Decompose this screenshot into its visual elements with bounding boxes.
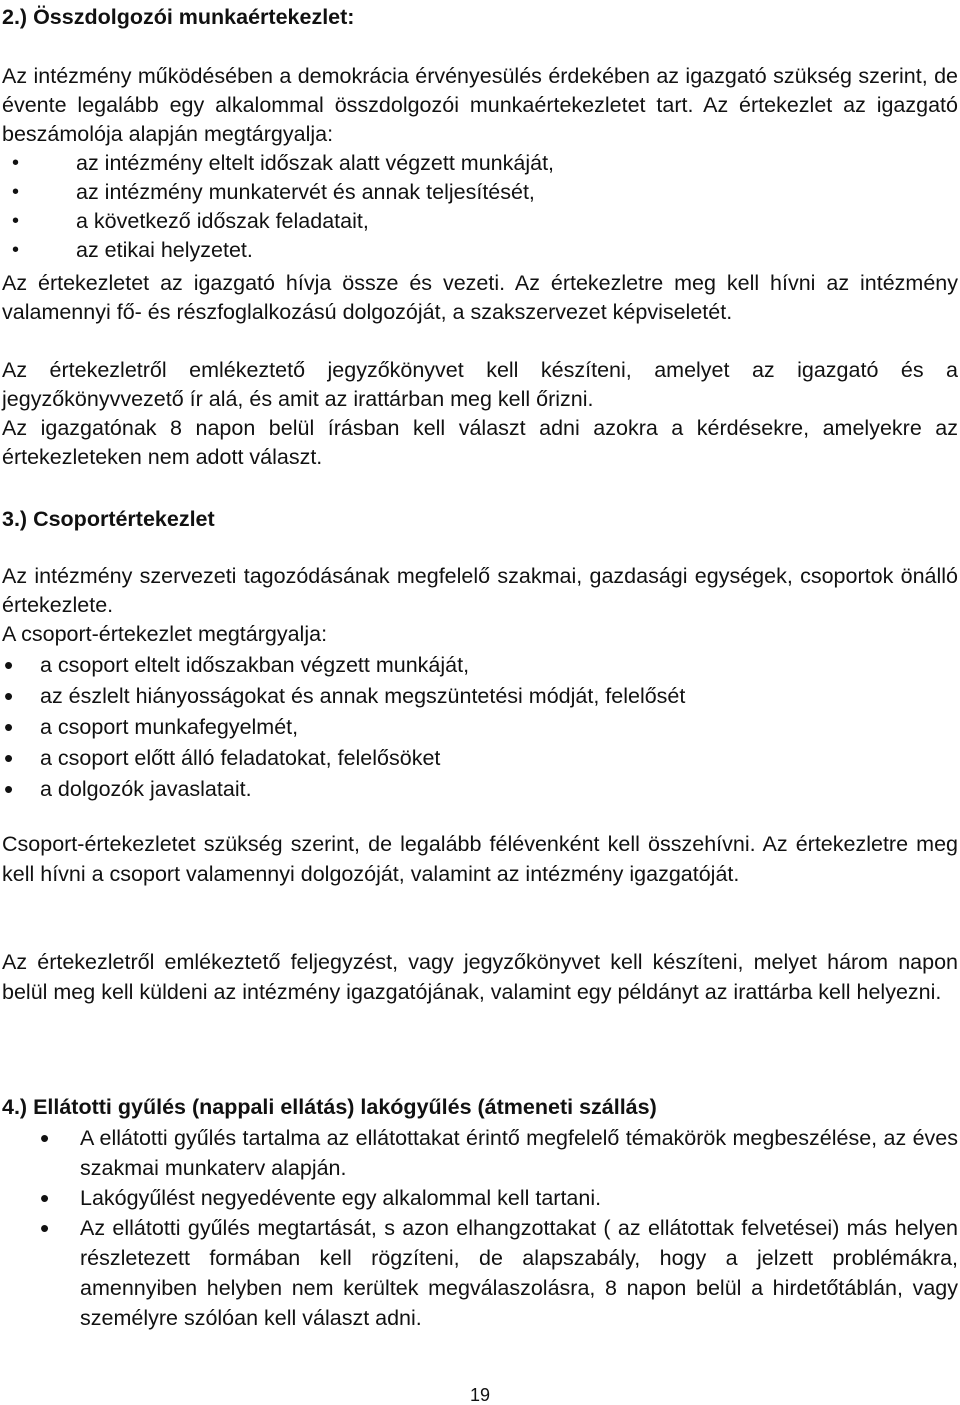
list-item: • a csoport munkafegyelmét,: [2, 712, 922, 743]
section-4-bullet-list: [2, 1123, 958, 1333]
page-number: 19: [469, 1385, 491, 1405]
list-item: • Az ellátotti gyűlés megtartását, s azon elhangzottakat ( az ellátottak felvetései) más helyen részletezett formában kell rögzíteni, de alapszabály, hogy a jelzett problémákra, amennyiben helyben nem kerültek megválaszolásra, 8 napon belül a hirdetőtáblán, vagy személyre szólóan kell választ adni.: [2, 1213, 958, 1333]
paragraph-sentence: Az értekezletre meg kell hívni az intézmény valamennyi fő- és részfoglalkozású dolgozóját, a szakszervezet képviseletét.: [2, 271, 958, 324]
section-2-bullet-list: [2, 149, 902, 265]
list-item: • a dolgozók javaslatait.: [2, 774, 922, 805]
section-4-heading: 4.) Ellátotti gyűlés (nappali ellátás) lakógyűlés (átmeneti szállás): [2, 1095, 657, 1119]
section-3-paragraph-1: Az intézmény szervezeti tagozódásának megfelelő szakmai, gazdasági egységek, csoportok önálló értekezlete.: [2, 564, 958, 617]
section-2-paragraph-2: Az értekezletről emlékeztető jegyzőkönyvet kell készíteni, amelyet az igazgató és a jegyzőkönyvvezető ír alá, és amit az irattárban meg kell őrizni.: [2, 358, 958, 411]
section-3-heading: 3.) Csoportértekezlet: [2, 507, 215, 531]
section-3-bullet-list: [2, 650, 922, 805]
list-item: • a csoport előtt álló feladatokat, felelősöket: [2, 743, 922, 774]
section-2-intro: Az intézmény működésében a demokrácia érvényesülés érdekében az igazgató szükség szerint, de évente legalább egy alkalommal összdolgozói munkaértekezletet tart. Az értekezlet az igazgató beszámolója alapján megtárgyalja:: [2, 64, 958, 146]
list-item: • a következő időszak feladatait,: [2, 207, 902, 236]
list-item: • az észlelt hiányosságokat és annak megszüntetési módját, felelősét: [2, 681, 922, 712]
list-item: • az etikai helyzetet.: [2, 236, 902, 265]
section-2-paragraph-1: [2, 269, 958, 327]
paragraph-sentence: Az értekezletet az igazgató hívja össze és vezeti.: [2, 271, 506, 295]
list-item: • a csoport eltelt időszakban végzett munkáját,: [2, 650, 922, 681]
section-2-heading: 2.) Összdolgozói munkaértekezlet:: [2, 5, 355, 29]
section-3-paragraph-4: Az értekezletről emlékeztető feljegyzést, vagy jegyzőkönyvet kell készíteni, melyet három napon belül meg kell küldeni az intézmény igazgatójának, valamint egy példányt az irattárba kell helyezni.: [2, 950, 958, 1004]
list-item: • az intézmény eltelt időszak alatt végzett munkáját,: [2, 149, 902, 178]
list-item: • Lakógyűlést negyedévente egy alkalommal kell tartani.: [2, 1183, 958, 1213]
list-item: • A ellátotti gyűlés tartalma az ellátottakat érintő megfelelő témakörök megbeszélése, az éves szakmai munkaterv alapján.: [2, 1123, 958, 1183]
section-2-paragraph-3: Az igazgatónak 8 napon belül írásban kell választ adni azokra a kérdésekre, amelyekre az értekezleteken nem adott választ.: [2, 416, 958, 469]
section-3-paragraph-2: A csoport-értekezlet megtárgyalja:: [2, 622, 328, 646]
section-3-paragraph-3: Csoport-értekezletet szükség szerint, de legalább félévenként kell összehívni. Az értekezletre meg kell hívni a csoport valamennyi dolgozóját, valamint az intézmény igazgatóját.: [2, 832, 958, 886]
list-item: • az intézmény munkatervét és annak teljesítését,: [2, 178, 902, 207]
